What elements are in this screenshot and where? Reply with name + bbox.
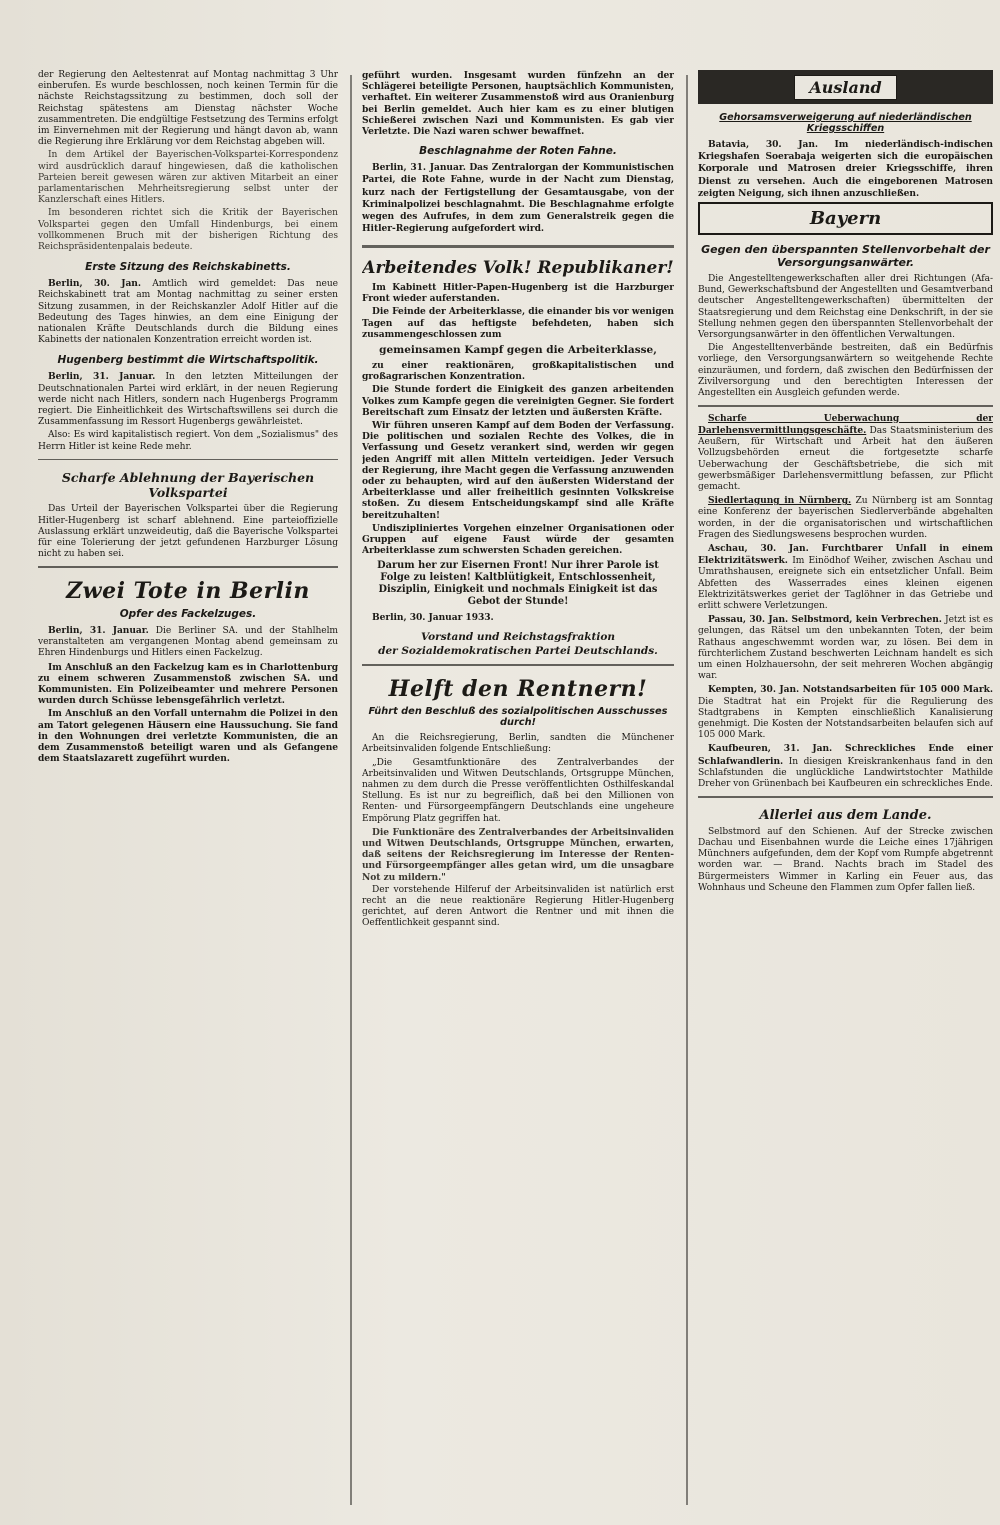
column-3 [698,70,993,1510]
bayern-text: Die Angestelltengewerkschaften aller drei Richtungen (Afa-Bund, Gewerkschaftsbund der Angestellten und Gesamtverband deutscher Angestelltengewerkschaften) übermittelten der Staatsregierung und dem Reichstag eine Denkschrift, in der sie Stellung nehmen gegen den überspannten Stellenvorbehalt der Versorgungsanwärter in den öffentlichen Verwaltungen. [698,274,993,341]
item1-heading: Scharfe Ueberwachung der Darlehensvermittlungsgeschäfte. [698,412,993,436]
item5-article [698,684,993,741]
divider [362,664,674,667]
berlin-dateline: Berlin, 31. Januar. [48,624,149,636]
appeal-lead: Im Kabinett Hitler-Papen-Hugenberg ist die Harzburger Front wieder auferstanden. [362,281,674,305]
appeal-p5: Undiszipliniertes Vorgehen einzelner Organisationen oder Gruppen auf eigene Faust würde der gesamten Arbeiterklasse zum schwersten Schaden gereichen. [362,522,674,557]
hugenberg-article [38,371,338,428]
first-session-article [38,278,338,346]
item6-heading: Kaufbeuren, 31. Jan. Schreckliches Ende einer Schlafwandlerin. [698,743,993,767]
ausland-subheading: Gehorsamsverweigerung auf niederländischen Kriegsschiffen [719,112,972,134]
berlin-heading: Zwei Tote in Berlin [66,577,310,604]
appeal-p1: Die Feinde der Arbeiterklasse, die einander bis vor wenigen Tagen auf das heftigste befehdeten, haben sich zusammengeschlossen zum [362,306,674,340]
item2-heading: Siedlertagung in Nürnberg. [708,495,852,507]
first-session-dateline: Berlin, 30. Jan. [48,278,141,290]
column-2 [362,70,674,1510]
berlin-text-2: Im Anschluß an den Fackelzug kam es in Charlottenburg zu einem schweren Zusammenstoß zwischen SA. und Kommunisten. Ein Polizeibeamter und mehrere Personen wurden durch Schüsse lebensgefährlich verletzt. [38,661,338,707]
allerlei-text: Selbstmord auf den Schienen. Auf der Strecke zwischen Dachau und Eisenbahnen wurde die Leiche eines 17jährigen Münchners aufgefunden, dem der Kopf vom Rumpfe abgetrennt worden war. — Brand. Nachts brach im Stadel des Bürgermeisters Wimmer in Karling ein Feuer aus, das Wohnhaus und Scheune den Flammen zum Opfer fallen ließ. [698,826,993,893]
item4-heading: Passau, 30. Jan. Selbstmord, kein Verbrechen. [708,614,942,626]
rentner-text-4: Der vorstehende Hilferuf der Arbeitsinvaliden ist natürlich erst recht an die neue reaktionäre Regierung Hitler-Hugenberg gerichtet, auf deren Antwort die Rentner und mit ihnen die Oeffentlichkeit gespannt sind. [362,884,674,929]
hugenberg-text: In den letzten Mitteilungen der Deutschnationalen Partei wird erklärt, in der neuen Regierung werde nicht nach Hitlers, sondern nach Hugenbergs Programm regiert. Die Einheitlichkeit des Wirtschaftswillens sei durch die Zusammenfassung im Ressort Hugenbergs gewährleistet. [38,372,338,428]
appeal-signature-line-2: der Sozialdemokratischen Partei Deutschlands. [378,644,658,657]
berlin-subheading: Opfer des Fackelzuges. [119,607,257,620]
ausland-heading: Ausland [794,75,896,100]
column-rule-right [686,75,688,1505]
rote-fahne-dateline: Berlin, 31. Januar. [372,162,466,174]
item3-text: Im Einödhof Weiher, zwischen Aschau und Umrathshausen, ereignete sich ein entsetzlicher Unfall. Beim Abfetten des Wasserrades eines kleinen eigenen Elektrizitätswerkes geriet der Taglöhner in das Getriebe und erlitt schwere Verletzungen. [698,556,993,611]
rote-fahne-article [362,162,674,235]
intro-paragraph-continued: In dem Artikel der Bayerischen-Volkspartei-Korrespondenz wird ausdrücklich darauf hingewiesen, daß die katholischen Parteien bereit gewesen wären zur aktiven Mitarbeit an einer parlamentarischen Mehrheitsregierung selbst unter der Kanzlerschaft eines Hitlers. [38,150,338,206]
appeal-p6: Darum her zur Eisernen Front! Nur ihrer Parole ist Folge zu leisten! Kaltblütigkeit, Entschlossenheit, Disziplin, Einigkeit und nochmals Einigkeit ist das Gebot der Stunde! [377,560,659,608]
berlin-article [38,625,338,660]
berlin-text-3: Im Anschluß an den Vorfall unternahm die Polizei in den am Tatort gelegenen Häusern eine Haussuchung. Sie fand in den Wohnungen drei verletzte Kommunisten, die an dem Zusammenstoß beteiligt waren und als Gefangene dem Staatslazarett zugeführt wurden. [38,708,338,765]
item3-article [698,543,993,612]
divider [698,796,993,798]
column-rule-left [350,75,352,1505]
first-session-heading: Erste Sitzung des Reichskabinetts. [85,261,291,274]
item2-text: Zu Nürnberg ist am Sonntag eine Konferenz der bayerischen Siedlerverbände abgehalten worden, in der die organisatorischen und wirtschaftlichen Fragen des Siedlungswesens besprochen wurden. [698,496,993,540]
appeal-p2: zu einer reaktionären, großkapitalistischen und großagrarischen Konzentration. [362,359,674,383]
item4-article [698,614,993,682]
item4-text: Jetzt ist es gelungen, das Rätsel um den unbekannten Toten, der beim Rathaus angeschwemmt worden war, zu lösen. Bei dem in fürchterlichem Zustand beschwerten Leichnam handelt es sich um einen Holzhauersohn, der seit mehreren Wochen abgängig war. [698,615,993,682]
item5-text: Die Stadtrat hat ein Projekt für die Regulierung des Stadtgrabens in Kempten einschließlich Kanalisierung genehmigt. Die Kosten der Notstandsarbeiten belaufen sich auf 105 000 Mark. [698,696,993,741]
bvp-text: Das Urteil der Bayerischen Volkspartei über die Regierung Hitler-Hugenberg ist scharf ablehnend. Eine parteioffizielle Auslassung erklärt unzweideutig, daß die Bayerische Volkspartei für eine Tolerierung der jetzt gefundenen Harzburger Lösung nicht zu haben sei. [38,504,338,560]
item1-text: Das Staatsministerium des Aeußern, für Wirtschaft und Arbeit hat den äußeren Vollzugsbehörden erneut die fortgesetzte scharfe Ueberwachung der Geschäftsbetriebe, die sich mit gewerbsmäßiger Darlehensvermittlung befassen, zur Pflicht gemacht. [698,425,993,492]
ausland-banner [698,70,993,104]
ausland-dateline: Batavia, 30. Jan. [708,139,819,150]
item6-article [698,743,993,790]
rentner-subheading: Führt den Beschluß des sozialpolitischen Ausschusses durch! [368,706,668,729]
hugenberg-heading: Hugenberg bestimmt die Wirtschaftspolitik. [57,354,319,367]
item5-heading: Kempten, 30. Jan. Notstandsarbeiten für 105 000 Mark. [708,684,993,696]
column-1 [38,70,338,1510]
appeal-heading: Arbeitendes Volk! Republikaner! [362,257,674,278]
hugenberg-quote: Also: Es wird kapitalistisch regiert. Von dem „Sozialismus" des Herrn Hitler ist keine Rede mehr. [38,430,338,452]
ausland-text: Im niederländisch-indischen Kriegshafen Soerabaja weigerten sich die europäischen Korporale und Matrosen dreier Kriegsschiffe, ihren Dienst zu versehen. Auch die eingeborenen Matrosen zeigten Neigung, sich ihnen anzuschließen. [698,139,993,199]
berlin-text: Die Berliner SA. und der Stahlhelm veranstalteten am vergangenen Montag abend gemeinsam zu Ehren Hindenburgs und Hitlers einen Fackelzug. [38,625,338,659]
top-text: geführt wurden. Insgesamt wurden fünfzehn an der Schlägerei beteiligte Personen, hauptsächlich Kommunisten, verhaftet. Ein weiterer Zusammenstoß wird aus Oranienburg bei Berlin gemeldet. Auch hier kam es zu einer blutigen Schießerei zwischen Nazi und Kommunisten. Es gab vier Verletzte. Die Nazi waren schwer bewaffnet. [362,70,674,138]
bayern-subheading: Gegen den überspannten Stellenvorbehalt der Versorgungsanwärter. [701,243,990,270]
rentner-text: An die Reichsregierung, Berlin, sandten die Münchener Arbeitsinvaliden folgende Entschließung: [362,733,674,755]
appeal-p4: Wir führen unseren Kampf auf dem Boden der Verfassung. Die politischen und sozialen Rechte des Volkes, die in Verfassung und Gesetz verankert sind, werden wir gegen jeden Angriff mit allen Mitteln verteidigen. Jeder Versuch der Regierung, ihre Macht gegen die Verfassung anzuwenden oder zu behaupten, wird auf den äußersten Widerstand der Arbeiterklasse und aller freiheitlich gesinnten Volkskreise stoßen. Zu diesem Entscheidungskampf sind alle Kräfte bereitzuhalten! [362,419,674,521]
appeal-signature [362,630,674,658]
bayern-banner [698,202,993,235]
appeal-center: gemeinsamen Kampf gegen die Arbeiterklasse, [379,343,657,356]
intro-paragraph: der Regierung den Aeltestenrat auf Montag nachmittag 3 Uhr einberufen. Es wurde beschlossen, noch keinen Termin für die nächste Reichstagssitzung zu bestimmen, doch soll der Reichstag spätestens am Dienstag nächster Woche zusammentreten. Die endgültige Festsetzung des Termins erfolgt im Einvernehmen mit der Regierung und hängt davon ab, wann die Regierung ihre Erklärung vor dem Reichstag abgeben will. [38,70,338,148]
ausland-article [698,139,993,200]
divider [362,245,674,248]
intro-paragraph-more: Im besonderen richtet sich die Kritik der Bayerischen Volkspartei gegen den Umfall Hindenburgs, bei einem vollkommenen Bruch mit der bisherigen Richtung des Reichspräsidentenpalais bedeute. [38,208,338,253]
appeal-p3: Die Stunde fordert die Einigkeit des ganzen arbeitenden Volkes zum Kampfe gegen die vereinigten Gegner. Sie fordert Bereitschaft zum Einsatz der letzten und äußersten Kräfte. [362,384,674,418]
rote-fahne-heading: Beschlagnahme der Roten Fahne. [419,145,617,158]
appeal-signature-line-1: Vorstand und Reichstagsfraktion [420,630,616,643]
first-session-text: Amtlich wird gemeldet: Das neue Reichskabinett trat am Montag nachmittag zu seiner ersten Sitzung zusammen, in der Reichskanzler Adolf Hitler auf die Bedeutung des Tages hinwies, an dem eine Einigung der nationalen Kräfte Deutschlands durch die Bildung eines Kabinetts der nationalen Konzentration erreicht worden ist. [38,279,338,346]
bvp-heading: Scharfe Ablehnung der Bayerischen Volkspartei [61,470,315,501]
bayern-text-2: Die Angestelltenverbände bestreiten, daß ein Bedürfnis vorliege, den Versorgungsanwärtern so weitgehende Rechte einzuräumen, und fordern, daß zwischen den Bedürfnissen der Zivilversorgung und den berechtigten Interessen der Angestellten ein Ausgleich gefunden werde. [698,343,993,399]
rentner-text-3: Die Funktionäre des Zentralverbandes der Arbeitsinvaliden und Witwen Deutschlands, Ortsgruppe München, erwarten, daß seitens der Reichsregierung im Interesse der Renten- und Fürsorgeempfänger alles getan wird, um die unsagbare Not zu mildern." [362,826,674,883]
rote-fahne-text: Das Zentralorgan der Kommunistischen Partei, die Rote Fahne, wurde in der Nacht zum Dienstag, kurz nach der Fertigstellung der Gesamtausgabe, von der Kriminalpolizei beschlagnahmt. Die Beschlagnahme erfolgte wegen des Aufrufes, in dem zum Generalstreik gegen die Hitler-Regierung aufgefordert wird. [362,162,674,235]
divider [38,459,338,461]
bayern-heading: Bayern [809,208,882,230]
appeal-date: Berlin, 30. Januar 1933. [372,612,494,624]
item6-text: In diesigen Kreiskrankenhaus fand in den Schlafstunden die unglückliche Landwirtstochter Mathilde Dreher von Grünenbach bei Kaufbeuren ein schreckliches Ende. [698,756,993,790]
rentner-text-2: „Die Gesamtfunktionäre des Zentralverbandes der Arbeitsinvaliden und Witwen Deutschlands, Ortsgruppe München, nahmen zu dem durch die Presse veröffentlichten Osthilfeskandal Stellung. Es ist nur zu begreiflich, daß bei den Millionen von Renten- und Fürsorgeempfängern Deutschlands eine ungeheure Empörung Platz gegriffen hat. [362,757,674,824]
divider [38,566,338,568]
allerlei-heading: Allerlei aus dem Lande. [759,807,932,823]
rentner-heading: Helft den Rentnern! [388,676,648,703]
divider [698,405,993,407]
item2-article [698,495,993,541]
hugenberg-dateline: Berlin, 31. Januar. [48,371,156,383]
item1-article [698,413,993,493]
item3-heading: Aschau, 30. Jan. Furchtbarer Unfall in einem Elektrizitätswerk. [698,542,993,567]
